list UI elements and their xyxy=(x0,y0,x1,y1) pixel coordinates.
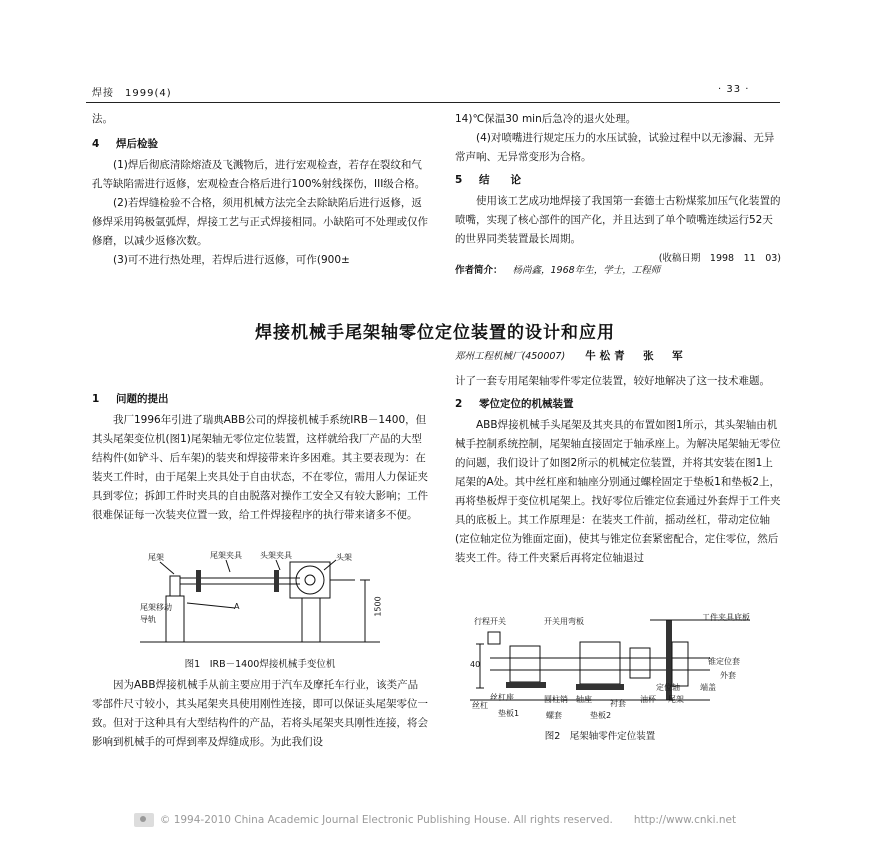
prev-article-left-column xyxy=(92,110,428,270)
label-oil-cup: 油杯 xyxy=(640,695,656,704)
label-switch-plate: 开关用弯板 xyxy=(544,617,584,626)
label-screw: 丝杠 xyxy=(472,701,488,710)
page-number: · 33 · xyxy=(718,84,750,95)
copyright-footer xyxy=(0,812,870,827)
section-title: 结 论 xyxy=(479,174,521,186)
authors: 牛松青 张 军 xyxy=(585,350,687,362)
prev-article-right-column xyxy=(455,110,781,268)
label-tailstock: 尾架 xyxy=(668,695,684,704)
section-title: 零位定位的机械装置 xyxy=(479,398,574,410)
paragraph: 14)℃保温30 min后急冷的退火处理。 xyxy=(455,113,637,125)
label-pad-1: 垫板1 xyxy=(498,709,520,718)
figure-2-diagram xyxy=(470,612,770,724)
footer-text: © 1994-2010 China Academic Journal Electronic Publishing House. All rights reserved. http://www.cnki.net xyxy=(159,814,737,826)
label-head-fixture: 头架夹具 xyxy=(260,551,292,560)
label-dimension: 40 xyxy=(470,660,481,669)
section-heading xyxy=(92,390,428,409)
paragraph: (4)对喷嘴进行规定压力的水压试验，试验过程中以无渗漏、无异常声响、无异常变形为合格。 xyxy=(455,132,775,163)
label-tail-fixture: 尾架夹具 xyxy=(210,551,242,560)
article-left-column xyxy=(92,388,428,525)
affiliation xyxy=(455,348,687,363)
label-cone-sleeve: 锥定位套 xyxy=(708,657,740,666)
author-text: 杨尚鑫，1968年生，学士，工程师 xyxy=(512,265,661,276)
label-travel-switch: 行程开关 xyxy=(474,617,506,626)
paragraph: 法。 xyxy=(92,113,113,125)
positioner-drawing xyxy=(140,548,380,648)
article-right-column xyxy=(455,372,781,568)
article-title: 焊接机械手尾架轴零位定位装置的设计和应用 xyxy=(255,323,615,343)
label-tailstock: 尾架 xyxy=(148,553,164,562)
label-rail-2: 导轨 xyxy=(140,615,156,624)
label-shaft-seat: 轴座 xyxy=(576,695,592,704)
label-dimension: 1500 xyxy=(373,596,383,617)
label-pin: 圆柱销 xyxy=(544,695,568,704)
journal-header: 焊接 1999(4) xyxy=(92,88,172,99)
figure-1-caption: 图1 IRB－1400焊接机械手变位机 xyxy=(184,659,336,670)
label-bushing: 衬套 xyxy=(610,699,626,708)
label-pad-2: 垫板2 xyxy=(590,711,612,720)
article-left-column-cont xyxy=(92,676,428,752)
section-heading xyxy=(455,395,781,414)
author-label: 作者简介： xyxy=(455,265,503,276)
label-outer-sleeve: 外套 xyxy=(720,671,736,680)
label-end-cap: 端盖 xyxy=(700,683,716,692)
section-number: 5 xyxy=(455,174,463,186)
organization: 郑州工程机械厂(450007) xyxy=(455,351,566,362)
figure-1-diagram xyxy=(140,548,383,648)
label-screw-seat: 丝杠座 xyxy=(490,693,514,702)
section-number: 4 xyxy=(92,138,100,150)
paragraph: (3)可不进行热处理，若焊后进行返修，可作(900± xyxy=(113,254,350,266)
section-number: 1 xyxy=(92,393,100,405)
section-number: 2 xyxy=(455,398,463,410)
header-rule xyxy=(86,102,780,103)
label-headstock: 头架 xyxy=(336,553,352,562)
paragraph: (2)若焊缝检验不合格，须用机械方法完全去除缺陷后进行返修，返修焊采用钨极氩弧焊，焊接工艺与正式焊接相同。小缺陷可不处理或仅作修磨，以减少返修次数。 xyxy=(92,197,428,247)
label-rail-1: 尾架移动 xyxy=(140,603,172,612)
label-locating-shaft: 定位轴 xyxy=(656,683,680,692)
section-heading xyxy=(92,135,428,154)
paragraph: ABB焊接机械手头尾架及其夹具的布置如图1所示，其头架轴由机械手控制系统控制，尾架轴直接固定于轴承座上。为解决尾架轴无零位的问题，我们设计了如图2所示的机械定位装置，并将其安装在图1上尾架的A处。其中丝杠座和轴座分别通过螺栓固定于垫板1和垫板2上，再将垫板焊于变位机尾架上。找好零位后锥定位套通过外套焊于工件夹具的底板上。其工作原理是：在装夹工件前，摇动丝杠，带动定位轴(定位轴定位为锥面定面)，使其与锥定位套紧密配合，定住零位，然后装夹工件。待工件夹紧后再将定位轴退过 xyxy=(455,419,781,564)
label-nut: 螺套 xyxy=(546,711,562,720)
label-point-a: A xyxy=(234,602,240,611)
paragraph: 计了一套专用尾架轴零件零定位装置，较好地解决了这一技术难题。 xyxy=(455,375,770,387)
paragraph: 使用该工艺成功地焊接了我国第一套德士古粉煤浆加压气化装置的喷嘴，实现了核心部件的国产化，并且达到了单个喷嘴连续运行52天的世界同类装置最长周期。 xyxy=(455,195,781,245)
figure-2-caption: 图2 尾架轴零件定位装置 xyxy=(544,731,656,742)
author-bio xyxy=(455,262,660,276)
cnki-logo-icon xyxy=(134,813,154,827)
paragraph: 因为ABB焊接机械手从前主要应用于汽车及摩托车行业，该类产品零部件尺寸较小，其头尾架夹具使用刚性连接，即可以保证头尾架零位一致。但对于这种具有大型结构件的产品，若将头尾架夹具刚性连接，将会影响到机械手的可焊到率及焊缝成形。为此我们设 xyxy=(92,679,428,748)
section-title: 焊后检验 xyxy=(116,138,158,150)
paragraph: (1)焊后彻底清除熔渣及飞溅物后，进行宏观检查，若存在裂纹和气孔等缺陷需进行返修，宏观检查合格后进行100%射线探伤，III级合格。 xyxy=(92,159,426,190)
received-date: (收稿日期 1998 11 03) xyxy=(658,253,781,264)
label-base-plate: 工件夹具底板 xyxy=(702,613,750,622)
section-heading xyxy=(455,171,781,190)
section-title: 问题的提出 xyxy=(116,393,169,405)
paragraph: 我厂1996年引进了瑞典ABB公司的焊接机械手系统IRB－1400，但其头尾架变位机(图1)尾架轴无零位定位装置，这样就给我厂产品的大型结构件(如铲斗、后车架)的装夹和焊接带来许多困难。其主要表现为：在装夹工件时，由于尾架上夹具处于自由状态，不在零位，需用人力保证夹具到零位；拆卸工件时夹具的自由脱落对操作工安全又有较大影响；工件很难保证每一次装夹位置一致，给工件焊接程序的执行带来诸多不便。 xyxy=(92,414,428,521)
